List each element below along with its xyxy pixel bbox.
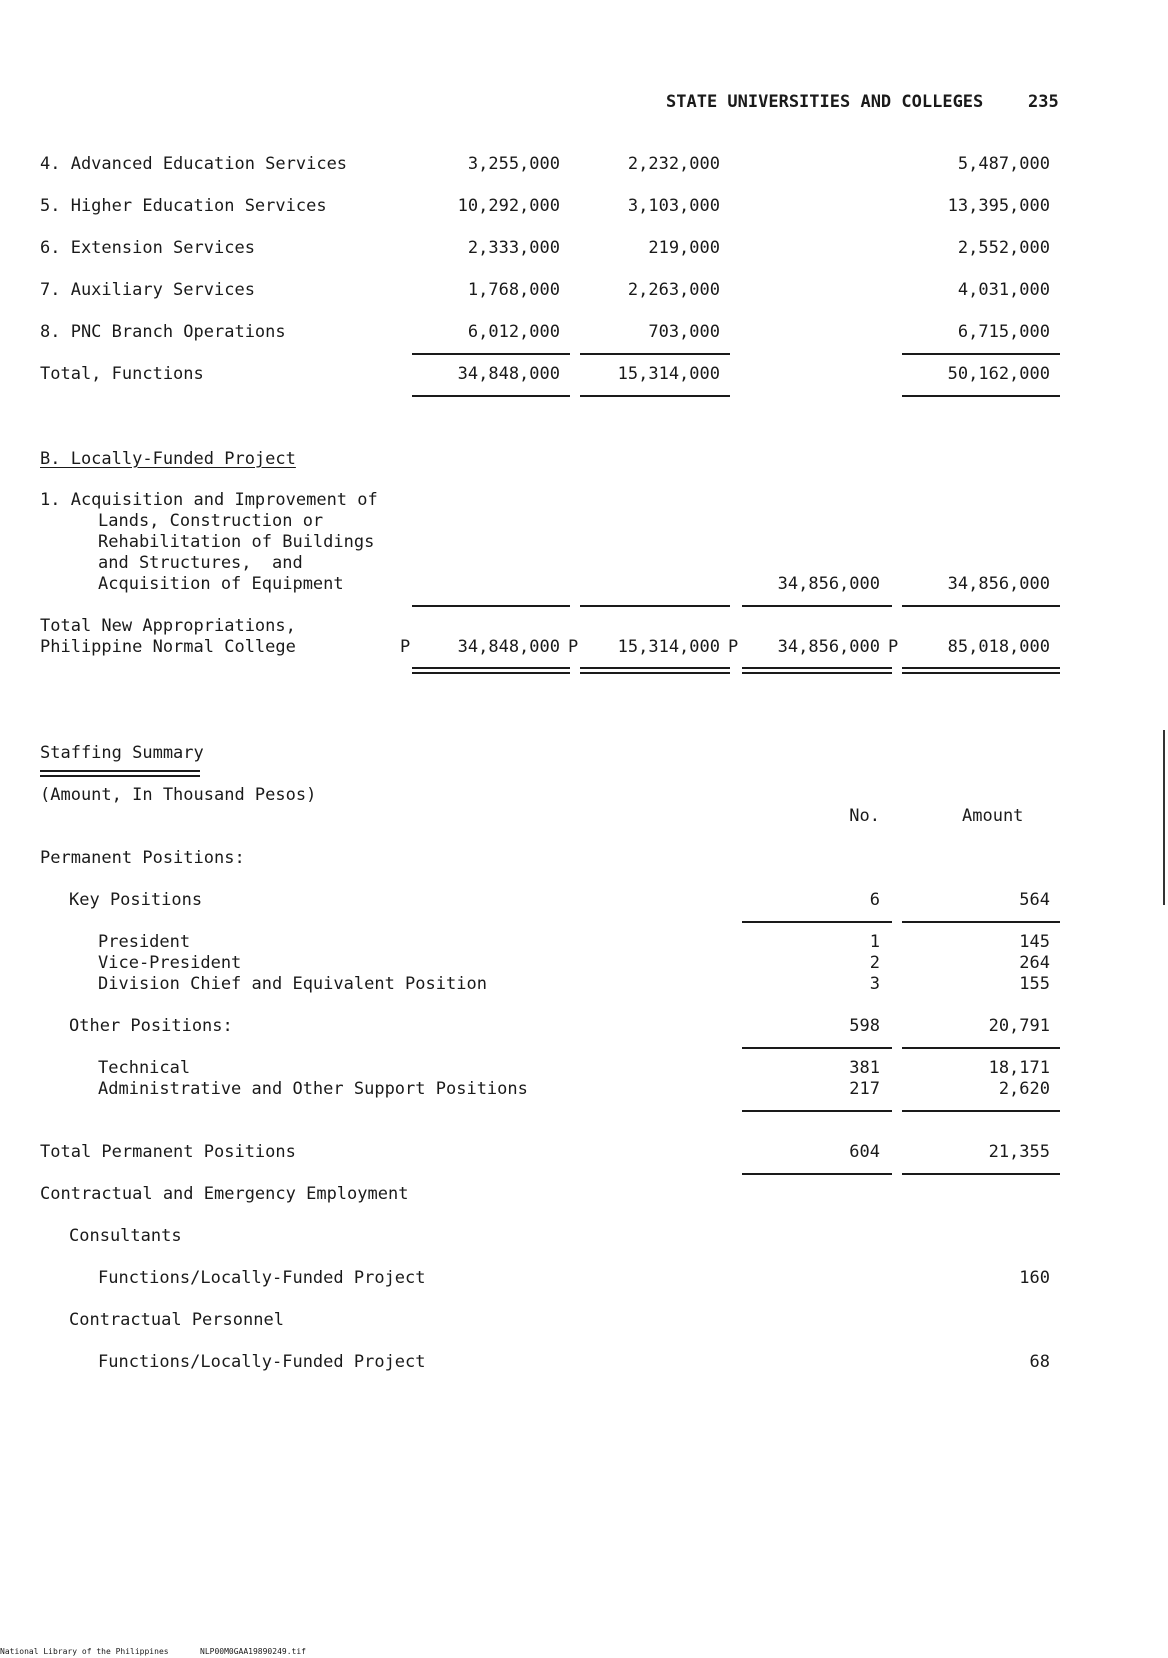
position-no: 217 bbox=[849, 1079, 880, 1099]
function-row-total: 2,552,000 bbox=[957, 238, 1050, 258]
lfp-item-line: and Structures, and bbox=[98, 553, 303, 573]
page-number: 235 bbox=[1028, 92, 1059, 112]
subtotal-rule bbox=[742, 605, 892, 607]
double-rule bbox=[580, 667, 730, 674]
position-label: President bbox=[98, 932, 191, 952]
subtotal-rule bbox=[742, 921, 892, 923]
grand-total-mooe: 15,314,000 bbox=[617, 637, 720, 657]
position-amount: 155 bbox=[1019, 974, 1050, 994]
function-row-mooe: 219,000 bbox=[648, 238, 720, 258]
function-row-label: 4. Advanced Education Services bbox=[40, 154, 348, 174]
title-double-rule bbox=[40, 770, 200, 777]
functions-total-mooe: 15,314,000 bbox=[617, 364, 720, 384]
contractual-personnel-item: Functions/Locally-Funded Project bbox=[98, 1352, 426, 1372]
col-header-no: No. bbox=[849, 806, 880, 826]
scan-edge-mark bbox=[1163, 730, 1165, 905]
subtotal-rule bbox=[742, 1047, 892, 1049]
contractual-heading: Contractual and Emergency Employment bbox=[40, 1184, 409, 1204]
double-rule bbox=[412, 667, 570, 674]
total-rule bbox=[902, 1173, 1060, 1175]
total-rule bbox=[580, 395, 730, 397]
subtotal-rule bbox=[580, 353, 730, 355]
total-permanent-no: 604 bbox=[849, 1142, 880, 1162]
currency-symbol: P bbox=[400, 637, 411, 657]
function-row-mooe: 2,263,000 bbox=[627, 280, 720, 300]
subtotal-rule bbox=[902, 605, 1060, 607]
functions-total-total: 50,162,000 bbox=[947, 364, 1050, 384]
other-positions-label: Other Positions: bbox=[69, 1016, 233, 1036]
staffing-title: Staffing Summary bbox=[40, 743, 204, 763]
lfp-total: 34,856,000 bbox=[947, 574, 1050, 594]
function-row-label: 7. Auxiliary Services bbox=[40, 280, 255, 300]
subtotal-rule bbox=[412, 353, 570, 355]
function-row-total: 6,715,000 bbox=[957, 322, 1050, 342]
lfp-item-line: 1. Acquisition and Improvement of bbox=[40, 490, 378, 510]
function-row-total: 4,031,000 bbox=[957, 280, 1050, 300]
consultants-label: Consultants bbox=[69, 1226, 182, 1246]
position-no: 3 bbox=[869, 974, 880, 994]
other-positions-amount: 20,791 bbox=[988, 1016, 1050, 1036]
total-permanent-amount: 21,355 bbox=[988, 1142, 1050, 1162]
grand-total-total: 85,018,000 bbox=[947, 637, 1050, 657]
contractual-personnel-amount: 68 bbox=[1029, 1352, 1050, 1372]
position-amount: 2,620 bbox=[998, 1079, 1050, 1099]
section-title: STATE UNIVERSITIES AND COLLEGES bbox=[666, 92, 984, 112]
function-row-ps: 3,255,000 bbox=[467, 154, 560, 174]
function-row-mooe: 3,103,000 bbox=[627, 196, 720, 216]
consultants-item: Functions/Locally-Funded Project bbox=[98, 1268, 426, 1288]
lfp-item-line: Lands, Construction or bbox=[98, 511, 324, 531]
position-no: 2 bbox=[869, 953, 880, 973]
contractual-personnel-label: Contractual Personnel bbox=[69, 1310, 284, 1330]
position-label: Administrative and Other Support Positions bbox=[98, 1079, 528, 1099]
double-rule bbox=[902, 667, 1060, 674]
total-rule bbox=[742, 1173, 892, 1175]
other-positions-no: 598 bbox=[849, 1016, 880, 1036]
double-rule bbox=[742, 667, 892, 674]
grand-total-ps: 34,848,000 bbox=[457, 637, 560, 657]
position-label: Technical bbox=[98, 1058, 191, 1078]
consultants-amount: 160 bbox=[1019, 1268, 1050, 1288]
key-positions-amount: 564 bbox=[1019, 890, 1050, 910]
key-positions-no: 6 bbox=[869, 890, 880, 910]
subtotal-rule bbox=[902, 353, 1060, 355]
lfp-heading: B. Locally-Funded Project bbox=[40, 449, 296, 469]
function-row-ps: 6,012,000 bbox=[467, 322, 560, 342]
grand-total-line1: Total New Appropriations, bbox=[40, 616, 296, 636]
subtotal-rule bbox=[742, 1110, 892, 1112]
function-row-label: 8. PNC Branch Operations bbox=[40, 322, 286, 342]
function-row-mooe: 703,000 bbox=[648, 322, 720, 342]
permanent-heading: Permanent Positions: bbox=[40, 848, 245, 868]
subtotal-rule bbox=[412, 605, 570, 607]
lfp-item-line: Rehabilitation of Buildings bbox=[98, 532, 375, 552]
functions-total-ps: 34,848,000 bbox=[457, 364, 560, 384]
subtotal-rule bbox=[902, 1110, 1060, 1112]
position-label: Vice-President bbox=[98, 953, 242, 973]
footer-library: National Library of the Philippines bbox=[0, 1647, 169, 1656]
subtotal-rule bbox=[902, 1047, 1060, 1049]
position-label: Division Chief and Equivalent Position bbox=[98, 974, 487, 994]
col-header-amount: Amount bbox=[962, 806, 1024, 826]
function-row-ps: 10,292,000 bbox=[457, 196, 560, 216]
grand-total-line2: Philippine Normal College bbox=[40, 637, 296, 657]
footer-file-id: NLP00M0GAA19890249.tif bbox=[200, 1647, 306, 1656]
currency-symbol: P bbox=[568, 637, 579, 657]
position-amount: 264 bbox=[1019, 953, 1050, 973]
function-row-total: 5,487,000 bbox=[957, 154, 1050, 174]
functions-total-label: Total, Functions bbox=[40, 364, 204, 384]
function-row-ps: 1,768,000 bbox=[467, 280, 560, 300]
position-amount: 145 bbox=[1019, 932, 1050, 952]
function-row-ps: 2,333,000 bbox=[467, 238, 560, 258]
unit-note: (Amount, In Thousand Pesos) bbox=[40, 785, 317, 805]
grand-total-co: 34,856,000 bbox=[777, 637, 880, 657]
function-row-label: 6. Extension Services bbox=[40, 238, 255, 258]
position-no: 381 bbox=[849, 1058, 880, 1078]
currency-symbol: P bbox=[888, 637, 899, 657]
key-positions-label: Key Positions bbox=[69, 890, 203, 910]
lfp-item-line: Acquisition of Equipment bbox=[98, 574, 344, 594]
total-rule bbox=[902, 395, 1060, 397]
subtotal-rule bbox=[580, 605, 730, 607]
function-row-mooe: 2,232,000 bbox=[627, 154, 720, 174]
position-amount: 18,171 bbox=[988, 1058, 1050, 1078]
lfp-co: 34,856,000 bbox=[777, 574, 880, 594]
currency-symbol: P bbox=[728, 637, 739, 657]
total-rule bbox=[412, 395, 570, 397]
position-no: 1 bbox=[869, 932, 880, 952]
function-row-label: 5. Higher Education Services bbox=[40, 196, 327, 216]
subtotal-rule bbox=[902, 921, 1060, 923]
function-row-total: 13,395,000 bbox=[947, 196, 1050, 216]
total-permanent-label: Total Permanent Positions bbox=[40, 1142, 296, 1162]
